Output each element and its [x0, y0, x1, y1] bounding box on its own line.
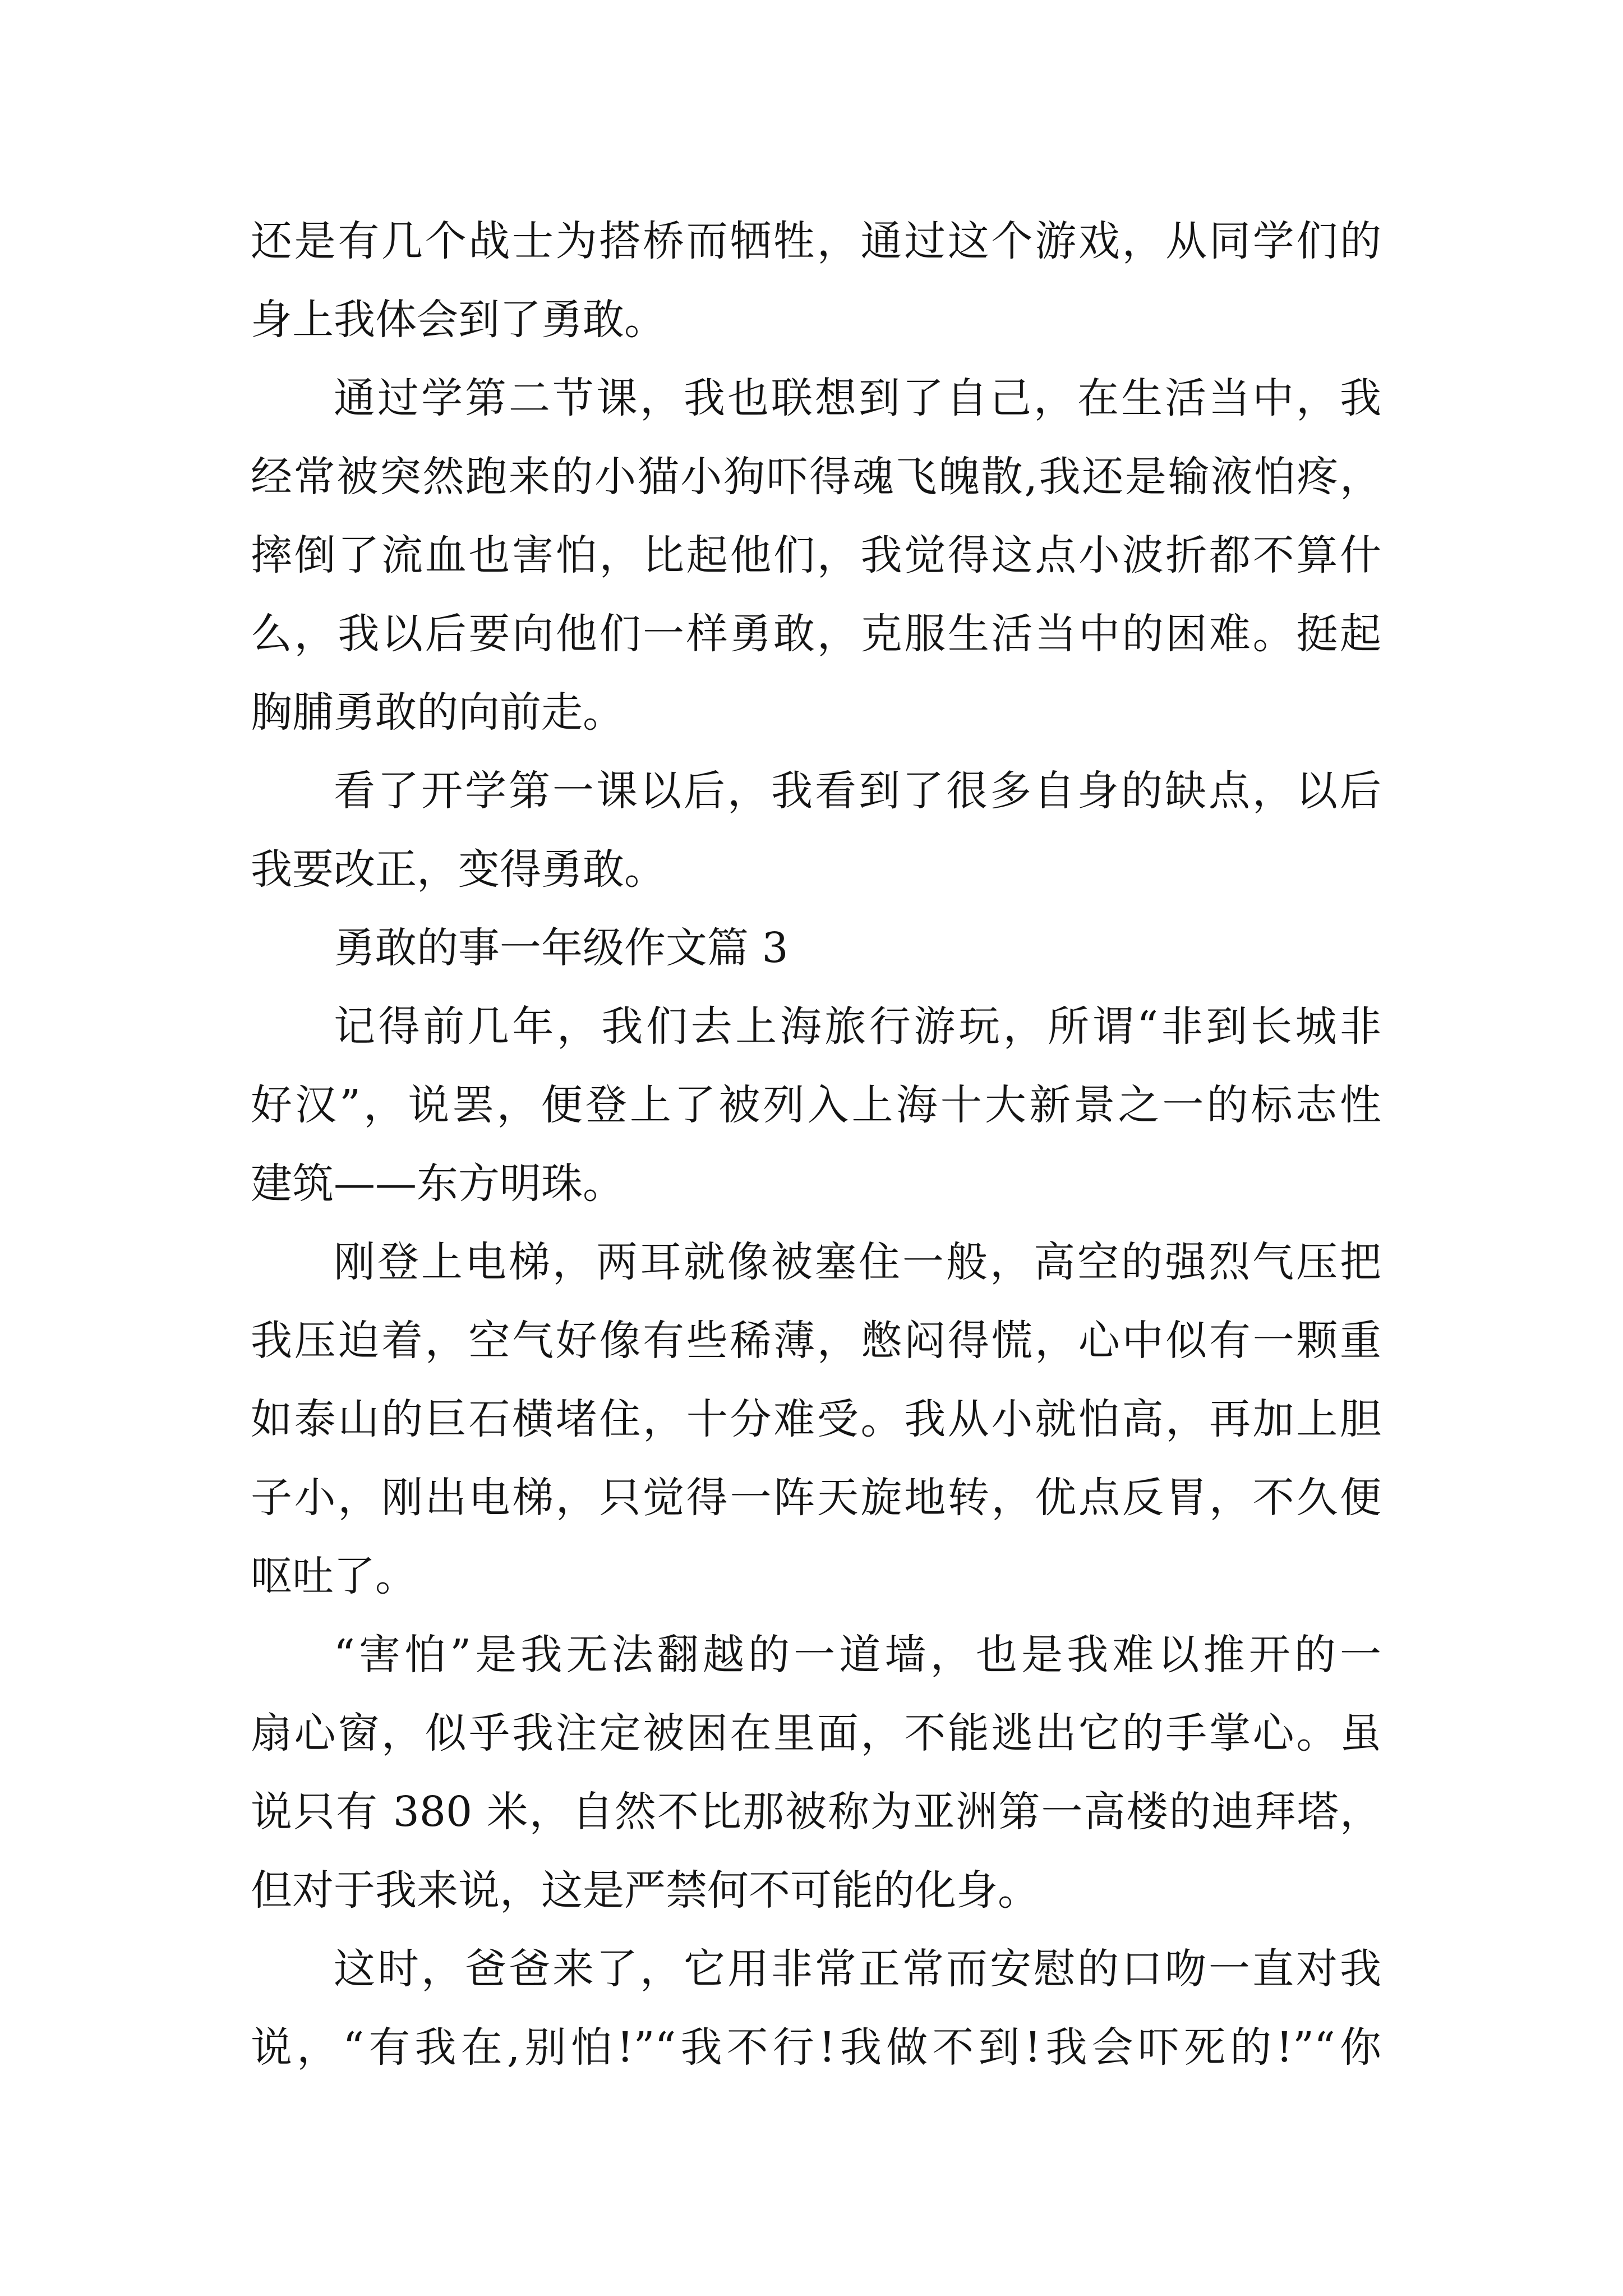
- text-line-13: 建筑——东方明珠。: [251, 1159, 624, 1208]
- text-line-23: 这时，爸爸来了，它用非常正常而安慰的口吻一直对我: [334, 1945, 1381, 1993]
- text-line-2: 身上我体会到了勇敢。: [251, 296, 666, 344]
- text-line-20: 扇心窗，似乎我注定被困在里面，不能逃出它的手掌心。虽: [251, 1709, 1381, 1757]
- text-line-8: 看了开学第一课以后，我看到了很多自身的缺点，以后: [334, 767, 1381, 815]
- document-body: [251, 202, 1381, 2087]
- text-line-16: 如泰山的巨石横堵住，十分难受。我从小就怕高，再加上胆: [251, 1395, 1381, 1443]
- text-line-18: 呕吐了。: [251, 1552, 417, 1600]
- text-line-21: 说只有 380 米，自然不比那被称为亚洲第一高楼的迪拜塔，: [251, 1788, 1381, 1836]
- text-line-19: “害怕”是我无法翻越的一道墙，也是我难以推开的一: [334, 1631, 1381, 1679]
- text-line-4: 经常被突然跑来的小猫小狗吓得魂飞魄散,我还是输液怕疼，: [251, 453, 1381, 501]
- text-line-7: 胸脯勇敢的向前走。: [251, 688, 624, 737]
- text-line-12: 好汉”，说罢，便登上了被列入上海十大新景之一的标志性: [251, 1081, 1381, 1129]
- text-line-5: 摔倒了流血也害怕，比起他们，我觉得这点小波折都不算什: [251, 531, 1381, 579]
- text-line-6: 么，我以后要向他们一样勇敢，克服生活当中的困难。挺起: [251, 610, 1381, 658]
- text-line-22: 但对于我来说，这是严禁何不可能的化身。: [251, 1866, 1039, 1915]
- text-line-3: 通过学第二节课，我也联想到了自己，在生活当中，我: [334, 374, 1381, 422]
- text-line-14: 刚登上电梯，两耳就像被塞住一般，高空的强烈气压把: [334, 1238, 1381, 1286]
- section-heading: 勇敢的事一年级作文篇 3: [334, 924, 789, 972]
- text-line-9: 我要改正，变得勇敢。: [251, 845, 666, 894]
- text-line-17: 子小，刚出电梯，只觉得一阵天旋地转，优点反胃，不久便: [251, 1474, 1381, 1522]
- text-line-1: 还是有几个战士为搭桥而牺牲，通过这个游戏，从同学们的: [251, 217, 1381, 265]
- text-line-24: 说，“有我在,别怕!”“我不行!我做不到!我会吓死的!”“你: [251, 2023, 1381, 2072]
- text-line-11: 记得前几年，我们去上海旅行游玩，所谓“非到长城非: [334, 1002, 1381, 1051]
- text-line-15: 我压迫着，空气好像有些稀薄，憋闷得慌，心中似有一颗重: [251, 1317, 1381, 1365]
